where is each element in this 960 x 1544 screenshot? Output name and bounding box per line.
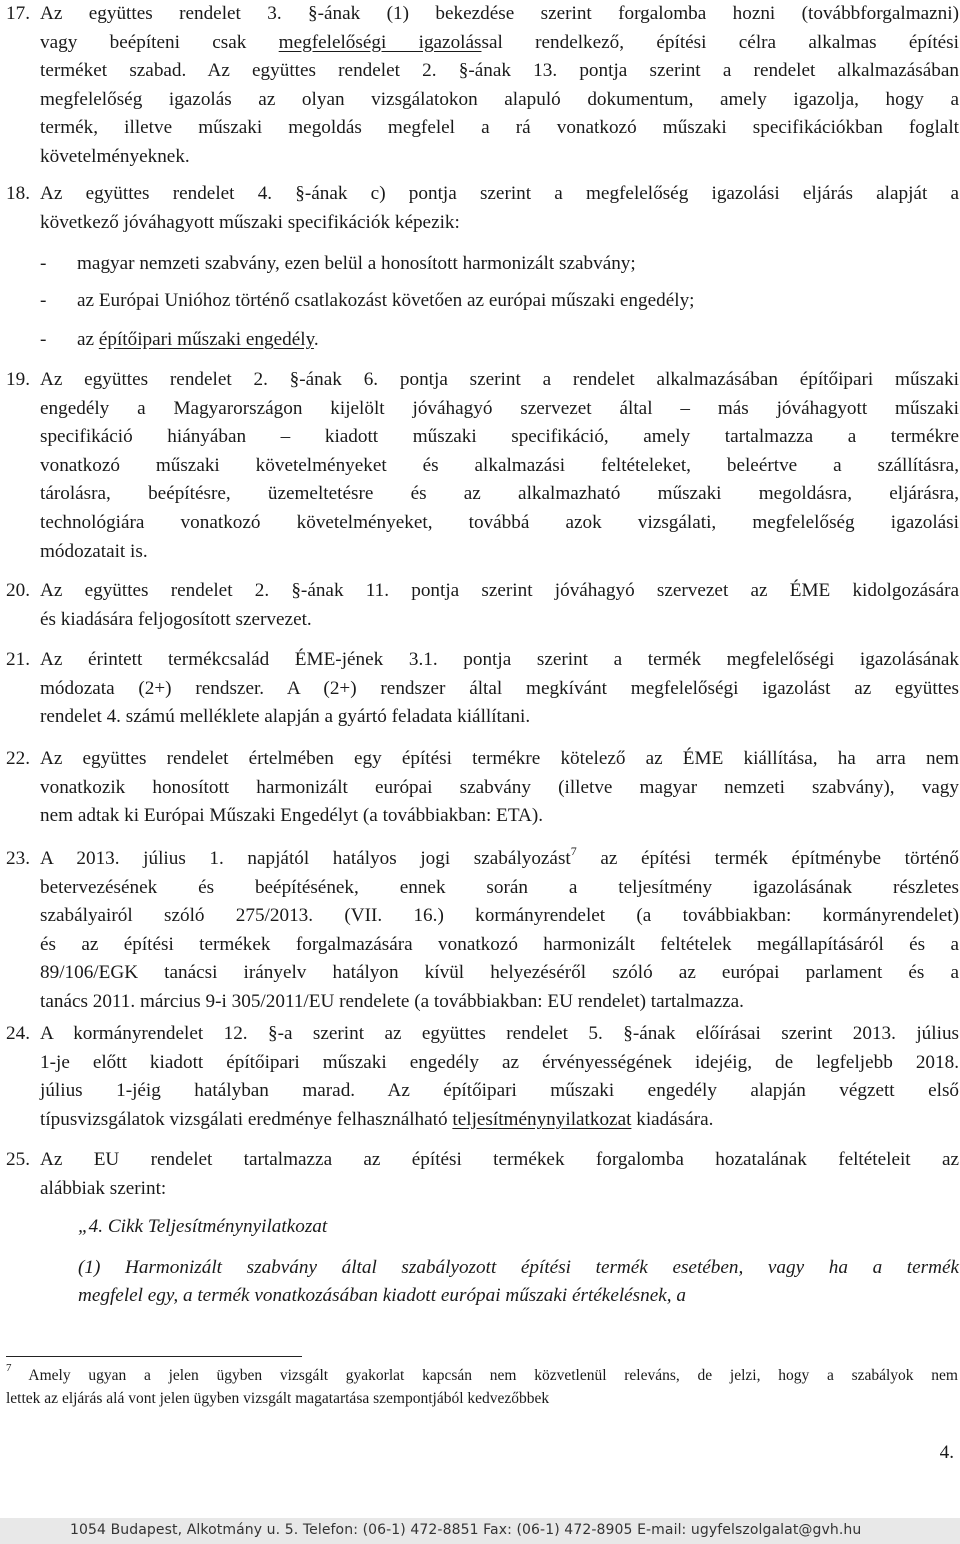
text-run: terméket szabad. Az együttes rendelet 2. §-ának 13. pontja szerint a rendelet alkalmazásában bbox=[40, 60, 959, 82]
numbered-paragraph bbox=[6, 577, 959, 634]
footnote-text: Amely ugyan a jelen ügyben vizsgált gyakorlat kapcsán nem közvetlenül releváns, de jelzi, hogy a szabályok nem bbox=[11, 1367, 958, 1384]
text-run: rendelet 4. számú melléklete alapján a gyártó feladata kiállítani. bbox=[40, 706, 531, 728]
paragraph-body bbox=[40, 180, 959, 237]
text-run: specifikáció hiányában – kiadott műszaki specifikáció, amely tartalmazza a termékre bbox=[40, 426, 959, 448]
paragraph-number: 25. bbox=[6, 1149, 30, 1170]
footnote-line bbox=[6, 1361, 958, 1387]
text-line bbox=[40, 1049, 959, 1078]
numbered-paragraph bbox=[6, 1020, 959, 1134]
text-run: Az együttes rendelet 4. §-ának c) pontja szerint a megfelelőség igazolási eljárás alapját a bbox=[40, 183, 959, 204]
text-run: megfelelőség igazolás az olyan vizsgálatokon alapuló dokumentum, amely igazolja, hogy a bbox=[40, 88, 959, 110]
footnote-ref: 7 bbox=[570, 843, 577, 858]
paragraph-body bbox=[40, 577, 959, 634]
list-item-text bbox=[77, 250, 636, 279]
text-run: tárolásra, beépítésre, üzemeltetésre és az alkalmazható műszaki megoldásra, eljárásra, bbox=[40, 483, 959, 505]
numbered-paragraph bbox=[6, 646, 959, 732]
text-run: Az együttes rendelet 2. §-ának 11. pontja szerint jóváhagyó szervezet az ÉME kidolgozására bbox=[40, 580, 959, 601]
paragraph-body bbox=[40, 745, 959, 831]
text-run: szabályairól szóló 275/2013. (VII. 16.) kormányrendelet (a továbbiakban: kormányrendelet) bbox=[40, 905, 959, 927]
text-run: módozatait is. bbox=[40, 540, 148, 562]
text-line bbox=[40, 1146, 959, 1175]
numbered-paragraph bbox=[6, 1146, 959, 1203]
footnote-line bbox=[6, 1387, 958, 1410]
text-line bbox=[40, 114, 959, 143]
text-run: 1-je előtt kiadott építőipari műszaki engedély az érvényességének idejéig, de legfeljebb 2018. bbox=[40, 1051, 959, 1073]
dash-marker: - bbox=[40, 290, 47, 311]
text-line bbox=[40, 577, 959, 606]
paragraph-number: 17. bbox=[6, 3, 30, 24]
dash-marker: - bbox=[40, 329, 47, 350]
text-run: alábbiak szerint: bbox=[40, 1177, 167, 1199]
text-line bbox=[40, 480, 959, 509]
text-line bbox=[40, 931, 959, 960]
text-line bbox=[40, 395, 959, 424]
text-line bbox=[40, 703, 959, 732]
text-run: 89/106/EGK tanácsi irányelv hatályon kívül helyezéséről szóló az európai parlament és a bbox=[40, 962, 959, 984]
paragraph-number: 20. bbox=[6, 580, 30, 601]
text-line bbox=[40, 423, 959, 452]
quote-heading: „4. Cikk Teljesítménynyilatkozat bbox=[78, 1216, 328, 1237]
text-run: technológiára vonatkozó követelményeket, továbbá azok vizsgálati, megfelelőség igazolási bbox=[40, 511, 959, 533]
paragraph-number: 19. bbox=[6, 369, 30, 390]
footer-contact: 1054 Budapest, Alkotmány u. 5. Telefon: (06-1) 472-8851 Fax: (06-1) 472-8905 E-mail: ugyfelszolgalat@gvh.hu bbox=[70, 1522, 862, 1538]
text-run: Az együttes rendelet értelmében egy építési termékre kötelező az ÉME kiállítása, ha arra nem bbox=[40, 748, 959, 769]
text-line bbox=[40, 988, 959, 1017]
text-run: vagy beépíteni csak bbox=[40, 31, 279, 53]
paragraph-number: 24. bbox=[6, 1023, 30, 1044]
text-run: típusvizsgálatok vizsgálati eredménye felhasználható bbox=[40, 1108, 453, 1130]
text-run: Az együttes rendelet 3. §-ának (1) bekezdése szerint forgalomba hozni (továbbforgalmazni) bbox=[40, 3, 959, 24]
text-run: . bbox=[313, 329, 319, 350]
text-line bbox=[40, 774, 959, 803]
paragraph-body bbox=[40, 845, 959, 1017]
page-number: 4. bbox=[939, 1442, 954, 1463]
text-run: tanács 2011. március 9-i 305/2011/EU rendelete (a továbbiakban: EU rendelet) tartalmazza. bbox=[40, 990, 744, 1012]
paragraph-body bbox=[40, 646, 959, 732]
quote-line: (1) Harmonizált szabvány által szabályozott építési termék esetében, vagy ha a termék bbox=[78, 1256, 959, 1278]
paragraph-number: 23. bbox=[6, 848, 30, 869]
numbered-paragraph bbox=[6, 745, 959, 831]
text-run: követelményeknek. bbox=[40, 145, 190, 167]
text-run: Az érintett termékcsalád ÉME-jének 3.1. pontja szerint a termék megfelelőségi igazolásának bbox=[40, 649, 959, 670]
text-run: sal rendelkező, építési célra alkalmas építési bbox=[481, 31, 959, 53]
text-run: kiadására. bbox=[631, 1108, 714, 1130]
underlined-term: teljesítménynyilatkozat bbox=[452, 1108, 632, 1130]
paragraph-number: 18. bbox=[6, 183, 30, 204]
paragraph-body bbox=[40, 0, 959, 172]
paragraph-body bbox=[40, 1020, 959, 1134]
text-run: A 2013. július 1. napjától hatályos jogi szabályozást bbox=[40, 848, 571, 869]
text-run: az bbox=[77, 329, 99, 350]
text-run: engedély a Magyarországon kijelölt jóváhagyó szervezet által – más jóváhagyott műszaki bbox=[40, 397, 959, 419]
text-run: módozata (2+) rendszer. A (2+) rendszer által megkívánt megfelelőségi igazolást az együttes bbox=[40, 677, 959, 699]
text-run: nem adtak ki Európai Műszaki Engedélyt (a továbbiakban: ETA). bbox=[40, 805, 544, 827]
text-run: magyar nemzeti szabvány, ezen belül a honosított harmonizált szabvány; bbox=[77, 253, 636, 274]
numbered-paragraph bbox=[6, 845, 959, 1017]
text-line bbox=[40, 86, 959, 115]
text-line bbox=[40, 538, 959, 567]
text-line bbox=[40, 902, 959, 931]
footnote-text: lettek az eljárás alá vont jelen ügyben vizsgált magatartása szempontjából kedvezőbbek bbox=[6, 1390, 550, 1407]
text-run: Az EU rendelet tartalmazza az építési termékek forgalomba hozatalának feltételeit az bbox=[40, 1149, 959, 1170]
text-line bbox=[40, 646, 959, 675]
paragraph-body bbox=[40, 1146, 959, 1203]
text-line bbox=[40, 180, 959, 209]
text-run: vonatkozik honosított harmonizált európai szabvány (illetve magyar nemzeti szabvány), vagy bbox=[40, 776, 959, 798]
text-line bbox=[40, 745, 959, 774]
text-run: július 1-jéig hatályban marad. Az építőipari műszaki engedély alapján végzett első bbox=[40, 1080, 959, 1102]
underlined-term: építőipari műszaki engedély bbox=[98, 329, 314, 350]
text-line bbox=[40, 675, 959, 704]
text-line bbox=[40, 802, 959, 831]
text-line bbox=[40, 29, 959, 58]
text-line bbox=[40, 959, 959, 988]
text-run: és kiadására feljogosított szervezet. bbox=[40, 608, 312, 630]
footnote-mark: 7 bbox=[6, 1361, 12, 1374]
quote-line: megfelel egy, a termék vonatkozásában kiadott európai műszaki értékelésnek, a bbox=[78, 1285, 686, 1307]
paragraph-body bbox=[40, 366, 959, 566]
numbered-paragraph bbox=[6, 0, 959, 172]
paragraph-number: 21. bbox=[6, 649, 30, 670]
quoted-article bbox=[78, 1213, 959, 1311]
numbered-paragraph bbox=[6, 366, 959, 566]
text-line bbox=[40, 366, 959, 395]
text-line bbox=[40, 509, 959, 538]
text-run: következő jóváhagyott műszaki specifikációk képezik: bbox=[40, 211, 460, 233]
text-run: az Európai Unióhoz történő csatlakozást követően az európai műszaki engedély; bbox=[77, 290, 695, 311]
text-run: az építési termék építménybe történő bbox=[576, 848, 959, 869]
text-run: termék, illetve műszaki megoldás megfelel a rá vonatkozó műszaki specifikációkban foglalt bbox=[40, 117, 959, 139]
text-line bbox=[40, 143, 959, 172]
dash-marker: - bbox=[40, 253, 47, 274]
list-item-text bbox=[77, 287, 695, 316]
text-line bbox=[40, 845, 959, 874]
text-run: Az együttes rendelet 2. §-ának 6. pontja szerint a rendelet alkalmazásában építőipari műszaki bbox=[40, 369, 959, 390]
text-line bbox=[40, 209, 959, 238]
numbered-paragraph bbox=[6, 180, 959, 237]
underlined-term: megfelelőségi igazolás bbox=[278, 31, 482, 53]
text-run: A kormányrendelet 12. §-a szerint az együttes rendelet 5. §-ának előírásai szerint 2013. július bbox=[40, 1023, 959, 1044]
text-line bbox=[40, 1175, 959, 1204]
paragraph-number: 22. bbox=[6, 748, 30, 769]
text-line bbox=[40, 1106, 959, 1135]
text-run: és az építési termékek forgalmazására vonatkozó harmonizált feltételek megállapításáról és a bbox=[40, 933, 959, 955]
footnote-separator bbox=[6, 1356, 302, 1357]
text-line bbox=[40, 57, 959, 86]
text-line bbox=[40, 452, 959, 481]
footnote bbox=[6, 1361, 958, 1410]
text-line bbox=[40, 1077, 959, 1106]
text-run: vonatkozó műszaki követelményeket és alkalmazási feltételeket, beleértve a szállításra, bbox=[40, 454, 959, 476]
text-line bbox=[40, 874, 959, 903]
text-line bbox=[40, 0, 959, 29]
text-run: betervezésének és beépítésének, ennek során a teljesítmény igazolásának részletes bbox=[40, 876, 959, 898]
list-item-text bbox=[77, 326, 319, 355]
text-line bbox=[40, 606, 959, 635]
text-line bbox=[40, 1020, 959, 1049]
